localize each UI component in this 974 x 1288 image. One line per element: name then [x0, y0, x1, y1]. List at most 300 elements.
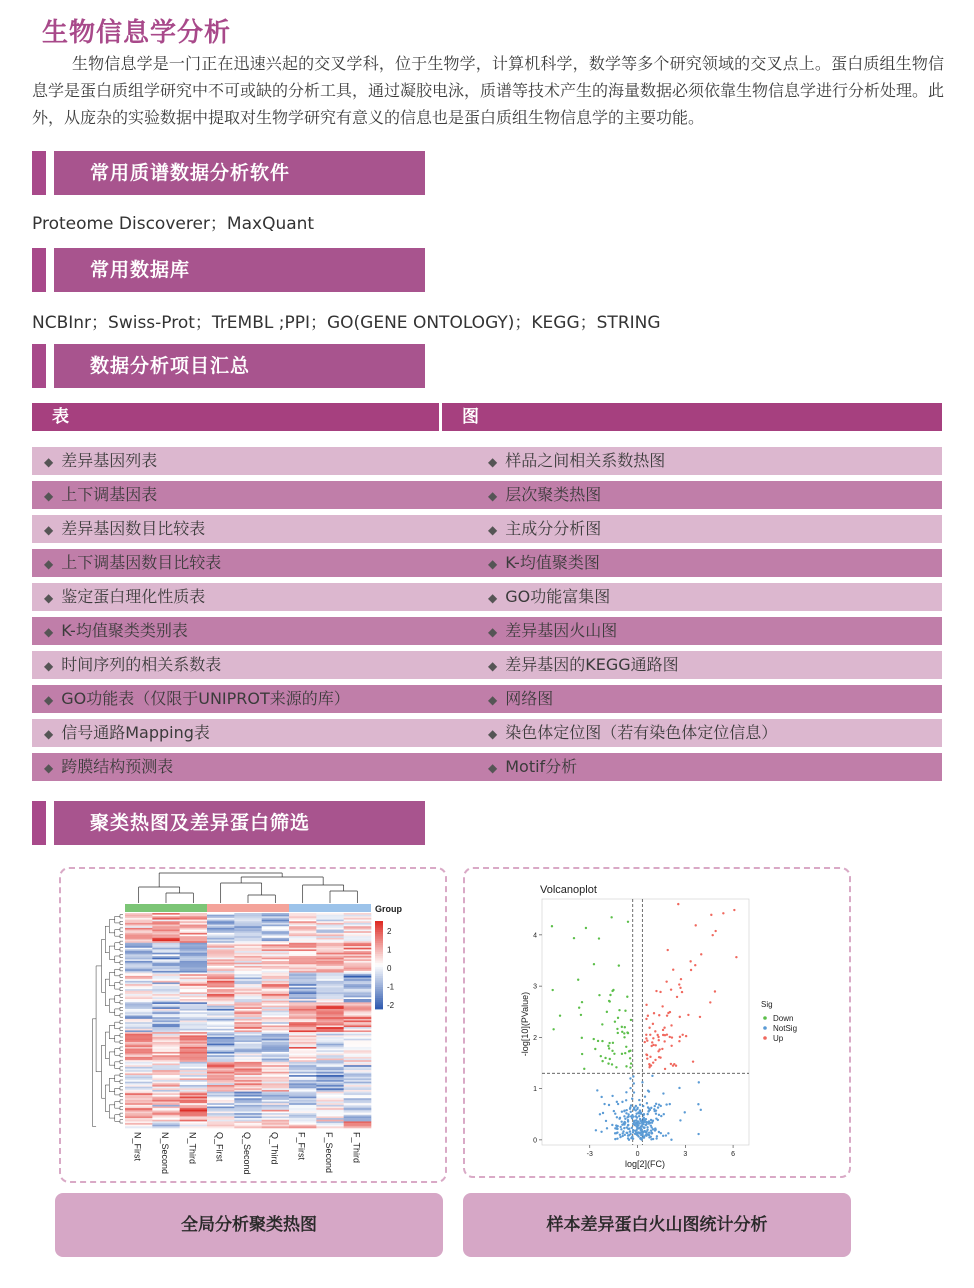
volcano-point: [642, 1122, 644, 1124]
volcano-point: [633, 1082, 635, 1084]
volcano-point: [645, 1123, 647, 1125]
volcano-point: [710, 914, 712, 916]
volcano-point: [665, 980, 667, 982]
heatmap-cell: [262, 1126, 290, 1128]
volcano-point: [595, 1129, 597, 1131]
software-list: Proteome Discoverer；MaxQuant: [32, 214, 315, 234]
table-cell-table-item: [44, 481, 157, 509]
volcano-point: [646, 1113, 648, 1115]
bullet-diamond-icon: ◆: [44, 489, 54, 503]
volcano-point: [596, 1089, 598, 1091]
volcano-point: [625, 1112, 627, 1114]
volcano-point: [625, 1091, 627, 1093]
volcano-point: [667, 1132, 669, 1134]
volcano-point: [658, 1103, 660, 1105]
volcano-point: [639, 1122, 641, 1124]
volcano-point: [670, 1045, 672, 1047]
volcano-point: [647, 1089, 649, 1091]
bullet-diamond-icon: ◆: [488, 693, 498, 707]
volcano-point: [658, 1131, 660, 1133]
table-header-figures: 图: [442, 403, 942, 431]
volcano-point: [653, 1012, 655, 1014]
volcano-point: [627, 1113, 629, 1115]
volcano-point: [624, 1026, 626, 1028]
volcano-point: [644, 1041, 646, 1043]
volcano-point: [663, 1026, 665, 1028]
volcano-point: [551, 925, 553, 927]
volcano-point: [643, 1127, 645, 1129]
y-tick-label: 4: [533, 932, 537, 940]
volcano-point: [639, 1137, 641, 1139]
volcano-point: [624, 1134, 626, 1136]
row-dendrogram: [92, 915, 123, 1127]
volcano-point: [679, 1036, 681, 1038]
group-bar-segment: [207, 904, 289, 912]
volcano-point: [628, 1139, 630, 1141]
volcano-point: [684, 1111, 686, 1113]
volcano-point: [601, 1023, 603, 1025]
table-cell-text: 层次聚类热图: [505, 485, 602, 504]
volcano-point: [638, 1112, 640, 1114]
volcano-point: [654, 1110, 656, 1112]
volcano-point: [680, 978, 682, 980]
table-cell-figure-item: [488, 685, 553, 713]
volcano-point: [658, 1048, 660, 1050]
table-cell-text: 上下调基因数目比较表: [61, 553, 222, 572]
volcano-point: [648, 1027, 650, 1029]
table-cell-figure-item: [488, 447, 665, 475]
heatmap-chart: [61, 869, 445, 1181]
volcano-point: [621, 1124, 623, 1126]
y-tick-label: 3: [533, 983, 537, 991]
x-tick-label: 6: [731, 1151, 736, 1158]
table-cell-text: GO功能富集图: [505, 587, 611, 606]
volcano-figure: [463, 867, 851, 1178]
sample-label: Q_Second: [242, 1132, 252, 1175]
volcano-point: [610, 916, 612, 918]
volcano-point: [581, 1001, 583, 1003]
volcano-point: [602, 1112, 604, 1114]
table-row: [32, 583, 942, 611]
x-axis-label: log[2](FC): [624, 1159, 666, 1169]
volcano-point: [629, 1077, 631, 1079]
volcano-point: [627, 1120, 629, 1122]
section-header-summary: [32, 344, 425, 388]
bullet-diamond-icon: ◆: [44, 523, 54, 537]
volcano-point: [664, 1034, 666, 1036]
volcano-chart: [465, 869, 849, 1176]
table-cell-figure-item: [488, 583, 610, 611]
heatmap-cell: [316, 1126, 344, 1128]
volcano-point: [670, 1024, 672, 1026]
volcano-point: [645, 1018, 647, 1020]
heatmap-cell: [180, 1126, 208, 1128]
volcano-point: [629, 1066, 631, 1068]
volcano-point: [681, 991, 683, 993]
volcano-point: [675, 1064, 677, 1066]
volcano-point: [670, 1139, 672, 1141]
volcano-point: [649, 1056, 651, 1058]
volcano-point: [699, 1016, 701, 1018]
volcano-point: [648, 1136, 650, 1138]
sample-label: Q_First: [214, 1132, 225, 1162]
volcano-point: [646, 1129, 648, 1131]
volcano-point: [632, 1138, 634, 1140]
volcano-point: [654, 1129, 656, 1131]
table-cell-text: 差异基因的KEGG通路图: [505, 655, 679, 674]
volcano-point: [618, 1009, 620, 1011]
volcano-point: [613, 1053, 615, 1055]
group-bar-segment: [125, 904, 207, 912]
table-cell-table-item: [44, 515, 205, 543]
section-header-heatmap: [32, 801, 425, 845]
sample-label: F_Third: [351, 1132, 362, 1164]
table-cell-text: 差异基因火山图: [505, 621, 618, 640]
volcano-point: [635, 1113, 637, 1115]
volcano-point: [618, 1118, 620, 1120]
volcano-point: [651, 1041, 653, 1043]
table-cell-text: 差异基因列表: [61, 451, 158, 470]
sample-label: F_Second: [324, 1132, 334, 1174]
volcano-point: [645, 1132, 647, 1134]
heatmap-cell: [234, 1126, 262, 1128]
volcano-point: [700, 953, 702, 955]
volcano-point: [646, 1054, 648, 1056]
volcano-point: [632, 1075, 634, 1077]
caption-volcano: 样本差异蛋白火山图统计分析: [463, 1193, 851, 1257]
volcano-point: [678, 1087, 680, 1089]
volcano-point: [646, 1126, 648, 1128]
volcano-point: [655, 1103, 657, 1105]
volcano-point: [632, 1131, 634, 1133]
volcano-point: [616, 1116, 618, 1118]
table-row: [32, 685, 942, 713]
table-cell-figure-item: [488, 481, 601, 509]
heatmap-cell: [289, 1126, 317, 1128]
table-cell-table-item: [44, 753, 173, 781]
table-cell-table-item: [44, 583, 205, 611]
volcano-point: [581, 1053, 583, 1055]
table-cell-text: 染色体定位图（若有染色体定位信息）: [505, 723, 778, 742]
volcano-point: [601, 1060, 603, 1062]
volcano-point: [643, 1135, 645, 1137]
x-tick-label: -3: [586, 1151, 593, 1158]
volcano-point: [620, 1121, 622, 1123]
volcano-point: [625, 1046, 627, 1048]
volcano-point: [678, 1040, 680, 1042]
sample-label: N_First: [132, 1132, 143, 1161]
volcano-point: [660, 1115, 662, 1117]
volcano-point: [644, 1119, 646, 1121]
bullet-diamond-icon: ◆: [488, 625, 498, 639]
bullet-diamond-icon: ◆: [44, 625, 54, 639]
volcano-point: [609, 1000, 611, 1002]
volcano-point: [628, 1128, 630, 1130]
volcano-point: [607, 1062, 609, 1064]
database-list: NCBInr；Swiss-Prot；TrEMBL ;PPI；GO(GENE ONTOLOGY)；KEGG；STRING: [32, 313, 661, 333]
volcano-point: [655, 990, 657, 992]
volcano-point: [628, 1134, 630, 1136]
volcano-point: [697, 1103, 699, 1105]
volcano-point: [626, 1031, 628, 1033]
table-row: [32, 719, 942, 747]
volcano-point: [624, 1052, 626, 1054]
table-row: [32, 651, 942, 679]
volcano-point: [692, 1060, 694, 1062]
volcano-point: [672, 969, 674, 971]
volcano-point: [629, 1108, 631, 1110]
volcano-point: [616, 1125, 618, 1127]
volcano-point: [605, 1120, 607, 1122]
volcano-point: [670, 1063, 672, 1065]
volcano-point: [630, 1019, 632, 1021]
volcano-point: [583, 1068, 585, 1070]
volcano-point: [637, 1120, 639, 1122]
volcano-point: [573, 937, 575, 939]
table-cell-text: 样品之间相关系数热图: [505, 451, 666, 470]
table-cell-text: 时间序列的相关系数表: [61, 655, 222, 674]
volcano-point: [559, 1014, 561, 1016]
volcano-point: [667, 949, 669, 951]
volcano-point: [624, 1118, 626, 1120]
volcano-point: [626, 996, 628, 998]
volcano-point: [629, 1050, 631, 1052]
legend-tick: -1: [387, 982, 395, 992]
table-cell-text: 差异基因数目比较表: [61, 519, 206, 538]
volcano-point: [581, 1037, 583, 1039]
sample-label: N_Second: [160, 1132, 170, 1175]
volcano-point: [690, 969, 692, 971]
bullet-diamond-icon: ◆: [488, 557, 498, 571]
column-dendrogram: [139, 873, 358, 903]
legend-title: Sig: [761, 1000, 773, 1009]
section-title: 聚类热图及差异蛋白筛选: [54, 801, 425, 845]
volcano-point: [640, 1131, 642, 1133]
volcano-point: [631, 1114, 633, 1116]
color-scale-legend: [375, 904, 402, 1010]
bullet-diamond-icon: ◆: [44, 591, 54, 605]
volcano-point: [650, 1124, 652, 1126]
volcano-point: [614, 1113, 616, 1115]
volcano-point: [655, 1113, 657, 1115]
bullet-diamond-icon: ◆: [44, 761, 54, 775]
volcano-point: [603, 1103, 605, 1105]
volcano-point: [659, 991, 661, 993]
x-tick-label: 3: [683, 1151, 688, 1158]
volcano-point: [621, 1026, 623, 1028]
table-row: [32, 447, 942, 475]
volcano-point: [647, 1015, 649, 1017]
legend-tick: 0: [387, 964, 392, 973]
volcano-point: [627, 921, 629, 923]
volcano-point: [635, 1129, 637, 1131]
bullet-diamond-icon: ◆: [44, 455, 54, 469]
volcano-point: [585, 927, 587, 929]
volcano-point: [659, 1056, 661, 1058]
section-header-software: [32, 151, 425, 195]
volcano-point: [616, 1101, 618, 1103]
volcano-point: [630, 1111, 632, 1113]
table-cell-text: K-均值聚类类别表: [61, 621, 188, 640]
volcano-point: [552, 1028, 554, 1030]
section-title: 常用数据库: [54, 248, 425, 292]
volcano-point: [614, 1021, 616, 1023]
sample-labels: [133, 1132, 362, 1175]
table-cell-text: Motif分析: [505, 757, 578, 776]
volcano-point: [670, 988, 672, 990]
volcano-point: [600, 1131, 602, 1133]
volcano-point: [621, 1111, 623, 1113]
volcano-point: [617, 1032, 619, 1034]
volcano-point: [621, 1053, 623, 1055]
section-title: 数据分析项目汇总: [54, 344, 425, 388]
volcano-point: [600, 1096, 602, 1098]
volcano-point: [593, 963, 595, 965]
table-cell-figure-item: [488, 753, 577, 781]
volcano-point: [651, 1075, 653, 1077]
bullet-diamond-icon: ◆: [488, 489, 498, 503]
table-row: [32, 515, 942, 543]
volcano-point: [630, 1104, 632, 1106]
volcano-point: [627, 1124, 629, 1126]
volcano-point: [606, 1011, 608, 1013]
volcano-point: [654, 1059, 656, 1061]
volcano-point: [645, 1034, 647, 1036]
y-axis-label: -log[10](PValue): [520, 991, 530, 1057]
legend-dot: [763, 1026, 767, 1030]
heatmap-cell: [152, 1126, 180, 1128]
volcano-point: [598, 994, 600, 996]
volcano-point: [709, 1001, 711, 1003]
sample-label: F_First: [296, 1132, 307, 1160]
bullet-diamond-icon: ◆: [44, 557, 54, 571]
volcano-point: [639, 1104, 641, 1106]
volcano-point: [652, 1037, 654, 1039]
table-cell-table-item: [44, 719, 210, 747]
volcano-point: [657, 1119, 659, 1121]
table-cell-text: 信号通路Mapping表: [61, 723, 210, 742]
volcano-point: [600, 1055, 602, 1057]
volcano-point: [733, 909, 735, 911]
volcano-point: [695, 924, 697, 926]
volcano-point: [671, 1036, 673, 1038]
volcano-point: [623, 1127, 625, 1129]
volcano-point: [622, 1132, 624, 1134]
volcano-point: [649, 1109, 651, 1111]
volcano-point: [694, 964, 696, 966]
y-tick-label: 1: [533, 1086, 537, 1094]
volcano-point: [639, 1118, 641, 1120]
volcano-point: [681, 1034, 683, 1036]
bullet-diamond-icon: ◆: [488, 659, 498, 673]
volcano-point: [643, 1130, 645, 1132]
volcano-point: [619, 1134, 621, 1136]
legend-label: Up: [773, 1034, 784, 1043]
volcano-point: [661, 1005, 663, 1007]
volcano-point: [623, 1115, 625, 1117]
table-cell-text: 鉴定蛋白理化性质表: [61, 587, 206, 606]
volcano-point: [611, 1095, 613, 1097]
volcano-point: [624, 1010, 626, 1012]
legend-tick: 1: [387, 945, 392, 955]
table-cell-figure-item: [488, 515, 601, 543]
group-bar-segment: [289, 904, 371, 912]
legend-dot: [763, 1036, 767, 1040]
table-cell-text: GO功能表（仅限于UNIPROT来源的库）: [61, 689, 350, 708]
volcano-point: [652, 1138, 654, 1140]
x-tick-label: 0: [635, 1151, 640, 1158]
heatmap-cells: [125, 913, 371, 1128]
caption-heatmap: 全局分析聚类热图: [55, 1193, 443, 1257]
volcano-point: [652, 1061, 654, 1063]
plot-panel: [542, 899, 749, 1145]
bullet-diamond-icon: ◆: [488, 591, 498, 605]
volcano-point: [616, 1128, 618, 1130]
volcano-point: [629, 1130, 631, 1132]
volcano-point: [608, 1042, 610, 1044]
y-tick-label: 0: [533, 1137, 537, 1145]
volcano-point: [612, 1042, 614, 1044]
volcano-point: [629, 1057, 631, 1059]
table-row: [32, 549, 942, 577]
volcano-point: [658, 1039, 660, 1041]
volcano-point: [650, 1107, 652, 1109]
sample-label: N_Third: [187, 1132, 198, 1165]
volcano-point: [698, 1081, 700, 1083]
volcano-title: Volcanoplot: [540, 884, 597, 896]
table-cell-text: 网络图: [505, 689, 554, 708]
volcano-point: [667, 1012, 669, 1014]
volcano-point: [669, 1103, 671, 1105]
volcano-point: [636, 1116, 638, 1118]
table-row: [32, 617, 942, 645]
table-cell-table-item: [44, 447, 157, 475]
page-title: 生物信息学分析: [42, 18, 232, 48]
volcano-point: [655, 1044, 657, 1046]
volcano-point: [645, 1004, 647, 1006]
volcano-point: [599, 1113, 601, 1115]
volcano-point: [642, 1114, 644, 1116]
volcano-point: [677, 903, 679, 905]
table-cell-figure-item: [488, 651, 679, 679]
volcano-point: [642, 1105, 644, 1107]
legend-tick: 2: [387, 927, 392, 936]
volcano-point: [636, 1123, 638, 1125]
volcano-point: [611, 1050, 613, 1052]
volcano-point: [616, 1028, 618, 1030]
volcano-point: [606, 1127, 608, 1129]
volcano-point: [650, 1119, 652, 1121]
y-tick-label: 2: [533, 1034, 537, 1042]
volcano-point: [611, 1124, 613, 1126]
sig-legend: [761, 1000, 797, 1043]
volcano-point: [597, 1040, 599, 1042]
legend-title: Group: [375, 904, 402, 914]
volcano-point: [621, 1031, 623, 1033]
bullet-diamond-icon: ◆: [488, 523, 498, 537]
volcano-point: [646, 1039, 648, 1041]
volcano-point: [626, 1132, 628, 1134]
table-header-tables: 表: [32, 403, 439, 431]
volcano-point: [614, 1138, 616, 1140]
volcano-point: [623, 1036, 625, 1038]
volcano-point: [666, 1014, 668, 1016]
volcano-point: [654, 1105, 656, 1107]
group-color-bar: [125, 904, 371, 912]
volcano-point: [657, 1106, 659, 1108]
volcano-point: [620, 1128, 622, 1130]
volcano-point: [626, 1126, 628, 1128]
